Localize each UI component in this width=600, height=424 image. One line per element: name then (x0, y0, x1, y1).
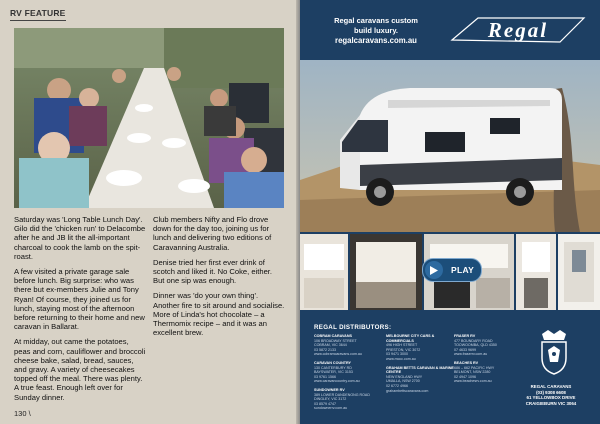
distributor-line: www.cobramcaravans.com.au (314, 352, 362, 357)
distributor-line: 03 9761 1566 (314, 374, 336, 379)
distributor-entry (314, 388, 384, 411)
paragraph: Denise tried her first ever drink of scotch and liked it. No Coke, either. But one sip was enough. (153, 257, 273, 286)
distributor-line: 03 8579 4747 (314, 401, 336, 406)
distributor-name: BEACHES RV (454, 360, 479, 365)
thumb-bathroom (516, 234, 556, 310)
distributor-name: CARAVAN COUNTRY (314, 360, 352, 365)
tagline-line-2: build luxury. (353, 26, 399, 35)
distributor-line: 389 LOWER DANDENONG ROAD (314, 392, 370, 397)
distributor-line: BAYSWATER, VIC 3153 (314, 370, 353, 375)
distributor-line: www.caravancountry.com.au (314, 379, 360, 384)
distributor-line: 02 4947 1096 (454, 374, 476, 379)
distributor-line: TOOWOOMBA, QLD 4350 (454, 343, 497, 348)
distributor-line: 106 BROADWAY STREET (314, 338, 357, 343)
distributor-line: sundownerrv.com.au (314, 406, 348, 411)
distributor-entry (314, 334, 384, 357)
distributor-line: 03 5872 2133 (314, 347, 336, 352)
regal-contact (506, 384, 596, 406)
distributor-entry (386, 334, 456, 362)
distributors-title: REGAL DISTRIBUTORS: (314, 324, 392, 331)
article-column-1 (14, 215, 146, 408)
regal-logo (448, 14, 588, 46)
paragraph: A few visited a private garage sale before lunch. Big surprise: who was there but ex-members Julie and Tony Ryan! Of course, they joined us for lunch, staying most of the afternoon before returning to their home and new caravan in Ballarat. (14, 267, 145, 332)
distributor-line: 02 6772 4966 (386, 383, 408, 388)
ad-url-link[interactable]: regalcaravans.com.au (335, 36, 417, 45)
logo-wordmark: Regal (487, 18, 549, 42)
distributor-line: 496 HIGH STREET (386, 343, 418, 348)
tagline-line-1: Regal caravans custom (334, 16, 418, 25)
thumb-kitchen (300, 234, 348, 310)
regal-contact-line: (03) 9308 6608 (536, 389, 566, 395)
distributor-line: DINGLEY, VIC 3172 (314, 397, 347, 402)
distributor-line: 477 BOUNDARY ROAD (454, 338, 493, 343)
distributor-line: www.mccc.com.au (386, 356, 416, 361)
thumb-door (558, 234, 600, 310)
page-number: 130 \ (14, 409, 31, 418)
distributor-line: 686 – 662 PACIFIC HWY (454, 365, 495, 370)
thumb-bedroom (350, 234, 422, 310)
distributor-line: NEW ENGLAND HWY (386, 374, 423, 379)
distributor-line: grahambettscaravans.com (386, 388, 429, 393)
regal-contact-line: CRAIGIEBURN VIC 3064 (525, 400, 577, 406)
distributor-line: 03 9471 3000 (386, 352, 408, 357)
regal-crest-icon (534, 328, 574, 376)
distributor-entry (386, 366, 456, 394)
article-column-2 (153, 215, 285, 343)
section-tag: RV FEATURE (10, 8, 66, 21)
play-video-button[interactable] (422, 258, 482, 282)
distributor-entry (454, 361, 524, 384)
regal-contact-line: REGAL CARAVANS (530, 384, 572, 389)
photo-long-table-lunch (14, 28, 284, 208)
distributors-column-2 (386, 334, 456, 397)
distributor-name: FRASER RV (454, 334, 476, 338)
paragraph: Saturday was 'Long Table Lunch Day'. Gilo did the 'chicken run' to Delacombe after he and JB lit the all-important charcoal to cook the lamb on the spit-roast. (14, 215, 146, 261)
distributor-line: COBRAM, VIC 3644 (314, 343, 347, 348)
paragraph: At midday, out came the potatoes, peas and corn, cauliflower and broccoli cheese bake, salad, bread, sauces, and gravy. A variety of cheesecakes topped off the meal. There was plenty. A true feast. Enough left over for Sunday dinner. (14, 337, 146, 402)
distributor-line: 07 4633 9699 (454, 347, 476, 352)
distributor-line: www.fraserrv.com.au (454, 352, 488, 357)
hero-motorhome-photo (300, 60, 600, 232)
distributor-name: MELBOURNE CITY CARS & COMMERCIALS (386, 334, 435, 343)
distributor-line: www.beachesrv.com.au (454, 379, 492, 384)
distributor-name: GRAHAM BETTS CARAVAN & MARINE CENTRE (386, 365, 454, 375)
play-label: PLAY (451, 265, 475, 275)
play-triangle-icon (425, 261, 443, 279)
distributor-line: 130 CANTERBURY RD (314, 365, 352, 370)
distributors-column-3 (454, 334, 524, 388)
distributor-entry (454, 334, 524, 357)
ad-tagline (316, 16, 436, 46)
distributor-line: UMALLA, NSW 2700 (386, 379, 420, 384)
distributor-entry (314, 361, 384, 384)
regal-contact-line: 61 YELLOWBOX DRIVE (526, 395, 576, 401)
paragraph: Dinner was 'do your own thing'. Another fire to sit around and socialise. More of Linda's hot chocolate – a Thermomix recipe – and it was an excellent brew. (153, 291, 285, 338)
distributors-column-1 (314, 334, 384, 415)
distributor-line: PRESTON, VIC 3072 (386, 347, 421, 352)
distributor-line: BELMONT, NSW 2280 (454, 370, 491, 375)
paragraph: Club members Nifty and Flo drove down for the day too, joining us for lunch and delivering two editions of Caravanning Australia. (153, 215, 272, 252)
distributor-name: SUNDOWNER RV (314, 387, 345, 392)
distributor-name: COBRAM CARAVANS (314, 334, 352, 338)
